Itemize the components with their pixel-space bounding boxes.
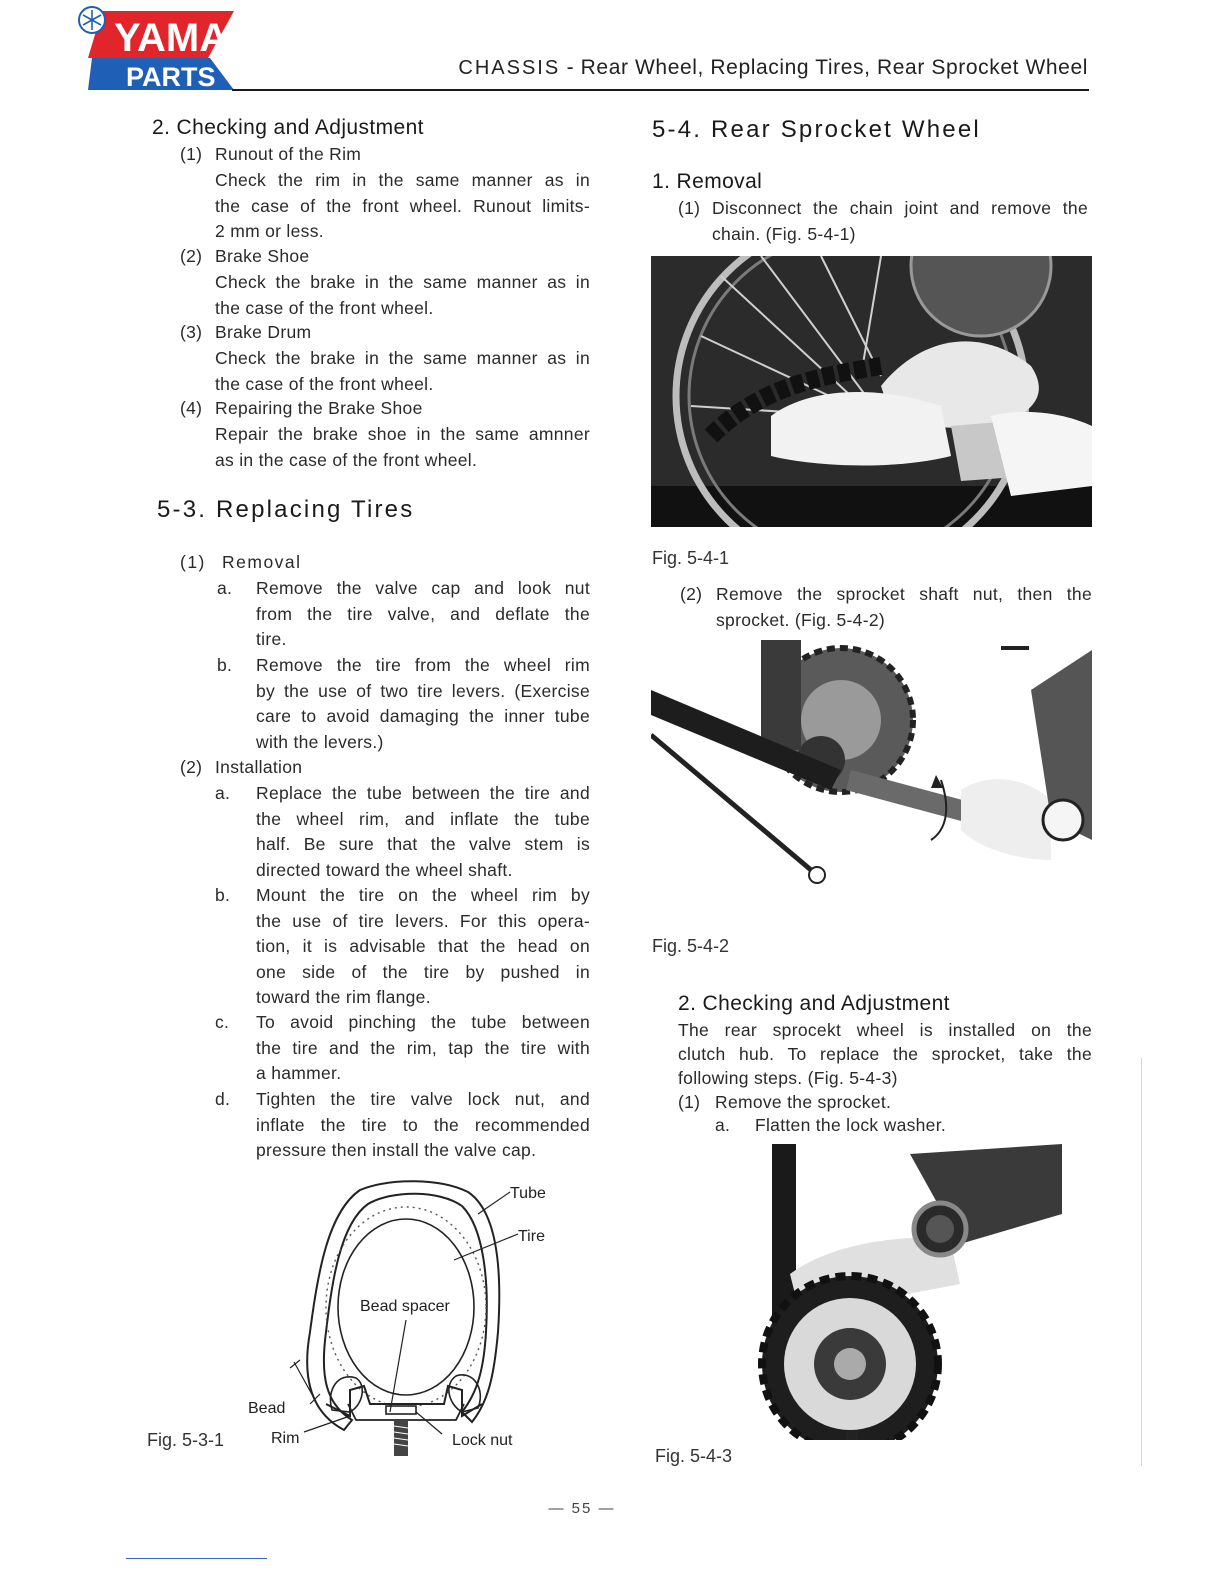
sub-step-text: Flatten the lock washer.: [755, 1115, 947, 1135]
label-bead-spacer: Bead spacer: [360, 1298, 450, 1315]
step-body: [256, 653, 590, 755]
label-lock-nut: Lock nut: [452, 1432, 513, 1449]
fig-caption-5-4-1: Fig. 5-4-1: [652, 548, 730, 568]
header-topic: Rear Wheel, Replacing Tires, Rear Sprocket Wheel: [580, 56, 1088, 79]
text-line: as in the case of the front wheel.: [215, 449, 478, 470]
bead-spacer-leader-line: [390, 1320, 406, 1412]
text-line: tire.: [256, 629, 287, 649]
page-number: — 55 —: [548, 1500, 616, 1517]
check-item-body: [215, 346, 590, 397]
right-checking-heading: 2. Checking and Adjustment: [678, 992, 950, 1015]
text-line: toward the rim flange.: [256, 987, 431, 1007]
label-bead: Bead: [248, 1400, 286, 1417]
text-line: half. Be sure that the valve stem is: [256, 834, 590, 854]
text-line: the wheel rim, and inflate the tube: [256, 808, 590, 829]
step-body: [712, 196, 1088, 247]
removal-heading: 1. Removal: [652, 170, 763, 193]
check-item-num: (2): [180, 246, 203, 266]
header-separator: -: [560, 56, 581, 79]
text-line: inflate the tire to the recommended: [256, 1114, 590, 1135]
step-letter: c.: [215, 1012, 230, 1032]
text-line: Check the brake in the same manner as in: [215, 272, 590, 292]
text-line: To avoid pinching the tube between: [256, 1012, 590, 1032]
fig-caption-5-4-3: Fig. 5-4-3: [655, 1446, 733, 1466]
step-body: [256, 1087, 590, 1164]
photo-chain-removal: [651, 256, 1092, 527]
step-body: [256, 1010, 590, 1087]
step-num: (1): [678, 198, 701, 218]
check-item-title: Brake Drum: [215, 322, 312, 342]
logo-line2: PARTS: [126, 62, 216, 92]
text-line: clutch hub. To replace the sprocket, take the: [678, 1044, 1092, 1064]
text-line: pressure then install the valve cap.: [256, 1140, 537, 1160]
header-rule: [232, 89, 1089, 91]
check-item-body: [215, 422, 590, 473]
text-line: Mount the tire on the wheel rim by: [256, 885, 590, 905]
step-num: (1): [678, 1092, 701, 1112]
text-line: 2 mm or less.: [215, 221, 324, 241]
photo-sprocket-shaft-nut: [651, 640, 1092, 890]
check-item-title: Brake Shoe: [215, 246, 310, 266]
text-line: the case of the front wheel.: [215, 373, 434, 394]
rear-sprocket-heading: 5-4. Rear Sprocket Wheel: [652, 116, 981, 143]
left-checking-heading: 2. Checking and Adjustment: [152, 116, 424, 139]
logo-line1: YAMA: [114, 16, 229, 60]
text-line: directed toward the wheel shaft.: [256, 859, 513, 880]
text-line: the use of tire levers. For this opera-: [256, 910, 590, 931]
text-line: Remove the tire from the wheel rim: [256, 655, 590, 675]
text-line: sprocket. (Fig. 5-4-2): [716, 609, 886, 630]
text-line: following steps. (Fig. 5-4-3): [678, 1068, 898, 1088]
text-line: The rear sprocekt wheel is installed on the: [678, 1020, 1092, 1040]
sub-step-letter: a.: [715, 1115, 731, 1135]
check-item-num: (1): [180, 144, 203, 164]
replacing-tires-heading: 5-3. Replacing Tires: [157, 496, 415, 523]
text-line: one side of the tire by pushed in: [256, 961, 590, 982]
tube-leader-line: [478, 1192, 510, 1214]
text-line: Tighten the tire valve lock nut, and: [256, 1089, 590, 1109]
step-body: [716, 582, 1092, 633]
column-edge-line: [1141, 1058, 1142, 1466]
text-line: Check the brake in the same manner as in: [215, 348, 590, 368]
text-line: Disconnect the chain joint and remove the: [712, 198, 1088, 218]
label-rim: Rim: [271, 1430, 300, 1447]
photo-flatten-lock-washer: [750, 1144, 1062, 1440]
text-line: Remove the valve cap and look nut: [256, 578, 590, 598]
step-body: [256, 781, 590, 883]
text-line: the tire and the rim, tap the tire with: [256, 1037, 590, 1058]
header-chapter: CHASSIS: [458, 57, 561, 79]
footer-link-underline: [126, 1558, 267, 1559]
text-line: Check the rim in the same manner as in: [215, 170, 590, 190]
text-line: the case of the front wheel.: [215, 297, 434, 318]
text-line: with the levers.): [256, 731, 384, 752]
page-header: [458, 56, 1088, 80]
removal-num: (1): [180, 552, 206, 572]
label-tube: Tube: [510, 1185, 546, 1202]
text-line: Replace the tube between the tire and: [256, 783, 590, 803]
text-line: Remove the sprocket shaft nut, then the: [716, 584, 1092, 604]
step-text: Remove the sprocket.: [715, 1092, 892, 1112]
fig-caption-5-4-2: Fig. 5-4-2: [652, 936, 730, 956]
step-letter: d.: [215, 1089, 231, 1109]
step-body: [256, 576, 590, 653]
check-item-num: (3): [180, 322, 203, 342]
wristwatch-shape: [1043, 800, 1083, 840]
label-tire: Tire: [518, 1228, 545, 1245]
check-item-body: [215, 270, 590, 321]
text-line: from the tire valve, and deflate the: [256, 603, 590, 624]
text-line: Repair the brake shoe in the same amnner: [215, 424, 590, 444]
removal-title: Removal: [222, 552, 302, 572]
step-letter: a.: [217, 578, 233, 598]
step-body: [256, 883, 590, 1011]
check-item-num: (4): [180, 398, 203, 418]
text-line: care to avoid damaging the inner tube: [256, 706, 590, 726]
step-letter: b.: [215, 885, 231, 905]
check-item-title: Runout of the Rim: [215, 144, 362, 164]
step-letter: b.: [217, 655, 233, 675]
text-line: by the use of two tire levers. (Exercise: [256, 680, 590, 701]
checking-paragraph: [678, 1018, 1092, 1090]
fig-caption-5-3-1: Fig. 5-3-1: [147, 1430, 225, 1450]
tire-cross-section-diagram: [240, 1172, 560, 1462]
lock-washer-shape: [834, 1348, 866, 1380]
text-line: chain. (Fig. 5-4-1): [712, 223, 856, 244]
step-num: (2): [680, 584, 703, 604]
text-line: the case of the front wheel. Runout limits-: [215, 195, 590, 216]
dimension-tick: [290, 1360, 300, 1368]
step-letter: a.: [215, 783, 231, 803]
text-line: tion, it is advisable that the head on: [256, 936, 590, 956]
text-line: a hammer.: [256, 1063, 342, 1083]
lock-nut-leader-line: [416, 1412, 442, 1434]
yama-parts-logo: [74, 6, 236, 92]
check-item-body: [215, 168, 590, 245]
installation-title: Installation: [215, 757, 303, 777]
installation-num: (2): [180, 757, 203, 777]
check-item-title: Repairing the Brake Shoe: [215, 398, 423, 418]
